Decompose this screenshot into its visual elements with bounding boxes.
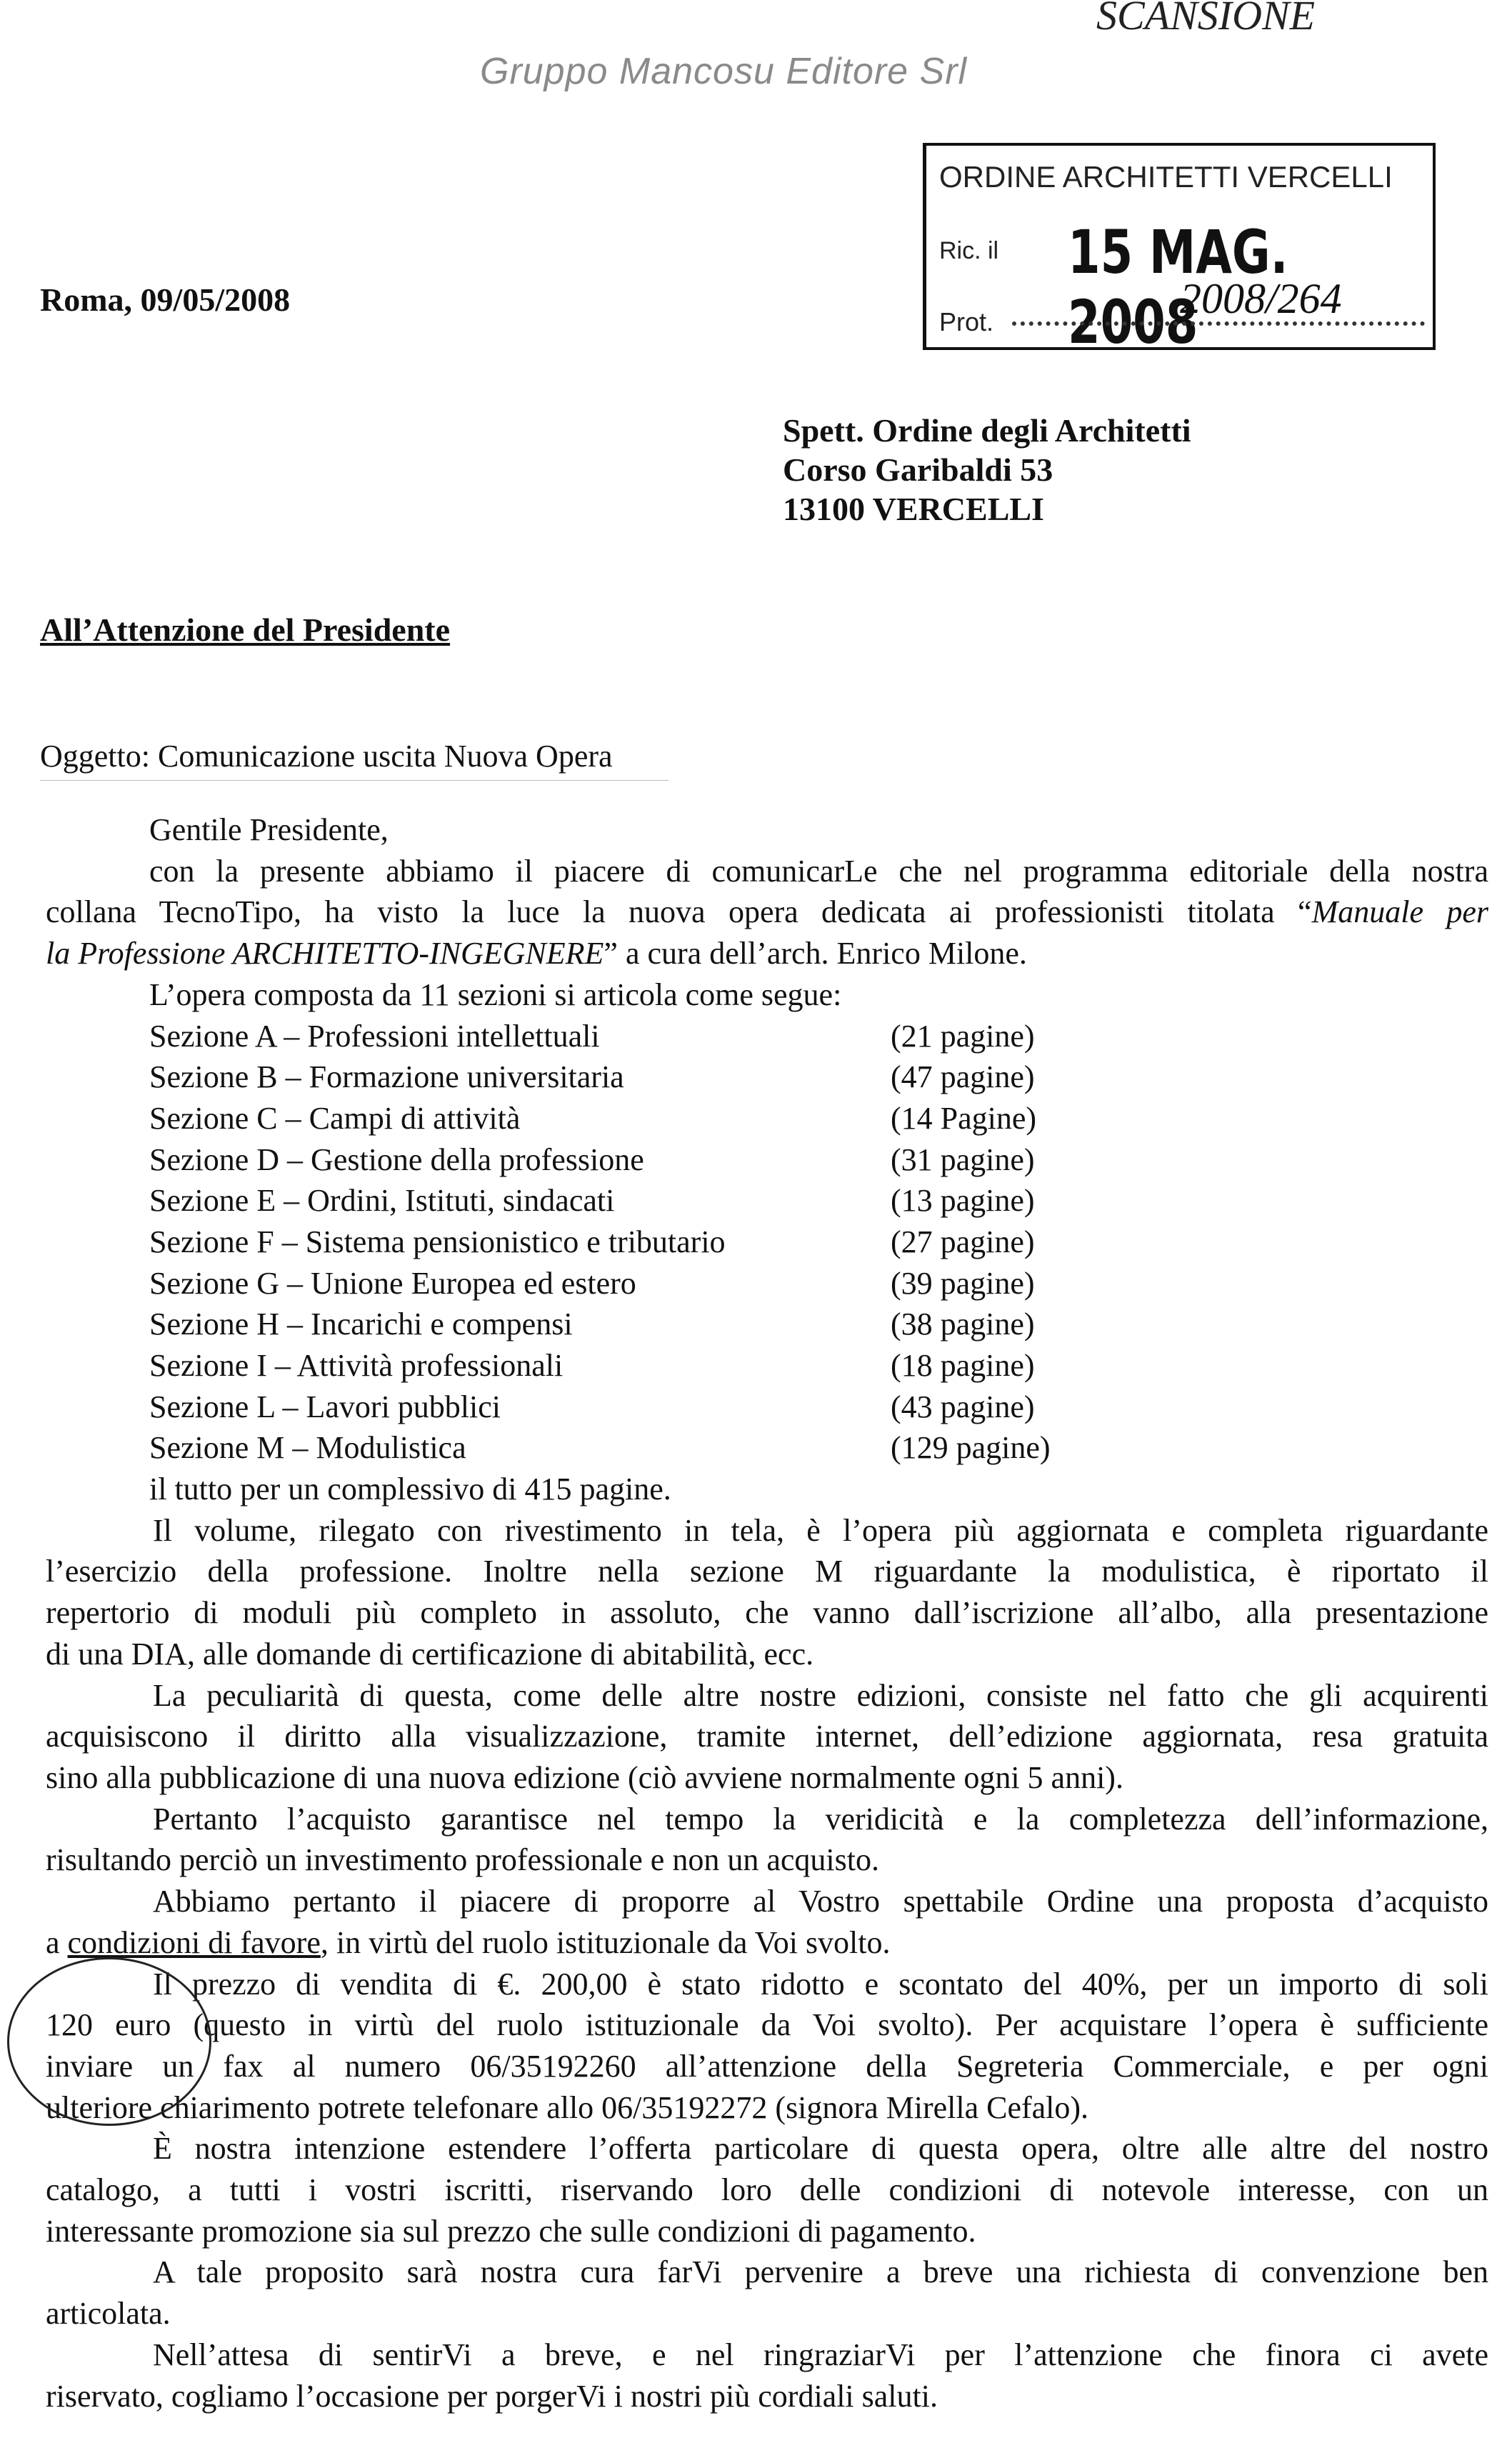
body-line: acquisiscono il diritto alla visualizzazione, tramite internet, dell’edizione aggiornata, resa gratuita [46, 1719, 1488, 1754]
hand-drawn-circle-mark [7, 1957, 211, 2126]
section-name: Sezione D – Gestione della professione [149, 1141, 644, 1177]
body-line: Abbiamo pertanto il piacere di proporre al Vostro spettabile Ordine una proposta d’acquisto [153, 1884, 1488, 1919]
body-line: sino alla pubblicazione di una nuova edizione (ciò avviene normalmente ogni 5 anni). [46, 1760, 1123, 1795]
section-name: Sezione L – Lavori pubblici [149, 1389, 501, 1424]
received-stamp [923, 143, 1436, 357]
recipient-line: Spett. Ordine degli Architetti [783, 412, 1191, 449]
section-pages: (47 pagine) [891, 1059, 1035, 1095]
stamp-header: ORDINE ARCHITETTI VERCELLI [939, 160, 1393, 194]
list-item [46, 1304, 1488, 1345]
body-line: È nostra intenzione estendere l’offerta particolare di questa opera, oltre alle altre del nostro [153, 2131, 1488, 2167]
body-line: collana TecnoTipo, ha visto la luce la nuova opera dedicata ai professionisti titolata “Manuale per [46, 894, 1488, 930]
handwritten-note: SCANSIONE [1096, 0, 1316, 39]
subject-rule [40, 780, 669, 781]
total-pages: il tutto per un complessivo di 415 pagine. [149, 1472, 671, 1507]
stamp-protocol-number: 2008/264 [1180, 275, 1342, 322]
section-name: Sezione E – Ordini, Istituti, sindacati [149, 1183, 615, 1219]
section-name: Sezione G – Unione Europea ed estero [149, 1265, 636, 1301]
salutation: Gentile Presidente, [149, 812, 389, 847]
subject-line: Oggetto: Comunicazione uscita Nuova Opera [40, 739, 613, 774]
stamp-protocol-label: Prot. [939, 307, 994, 336]
body-line: di una DIA, alle domande di certificazione di abitabilità, ecc. [46, 1636, 814, 1672]
list-item [46, 1056, 1488, 1098]
section-name: Sezione B – Formazione universitaria [149, 1059, 624, 1095]
body-line: catalogo, a tutti i vostri iscritti, riservando loro delle condizioni di notevole interesse, con un [46, 2172, 1488, 2208]
body-line: interessante promozione sia sul prezzo che sulle condizioni di pagamento. [46, 2213, 976, 2249]
body-line: riservato, cogliamo l’occasione per porgerVi i nostri più cordiali saluti. [46, 2378, 938, 2414]
list-item [46, 1345, 1488, 1387]
body-line: La peculiarità di questa, come delle altre nostre edizioni, consiste nel fatto che gli acquirenti [153, 1677, 1488, 1713]
body-line: la Professione ARCHITETTO-INGEGNERE” a cura dell’arch. Enrico Milone. [46, 936, 1027, 971]
section-pages: (18 pagine) [891, 1348, 1035, 1384]
body-line: 120 euro (questo in virtù del ruolo istituzionale da Voi svolto). Per acquistare l’opera è sufficiente [46, 2007, 1488, 2043]
section-pages: (21 pagine) [891, 1018, 1035, 1054]
section-pages: (39 pagine) [891, 1265, 1035, 1301]
section-pages: (31 pagine) [891, 1141, 1035, 1177]
letter-body [46, 809, 1488, 2417]
list-item [46, 1222, 1488, 1263]
body-line: con la presente abbiamo il piacere di comunicarLe che nel programma editoriale della nostra [149, 853, 1488, 889]
section-pages: (14 Pagine) [891, 1100, 1037, 1136]
work-title: la Professione ARCHITETTO-INGEGNERE [46, 936, 604, 971]
body-line: l’esercizio della professione. Inoltre nella sezione M riguardante la modulistica, è riportato il [46, 1554, 1488, 1589]
body-line: Il prezzo di vendita di €. 200,00 è stato ridotto e scontato del 40%, per un importo di soli [153, 1966, 1488, 2002]
body-line: A tale proposito sarà nostra cura farVi pervenire a breve una richiesta di convenzione ben [153, 2254, 1488, 2290]
list-item [46, 1427, 1488, 1469]
body-line: a condizioni di favore, in virtù del ruolo istituzionale da Voi svolto. [46, 1924, 891, 1960]
list-item [46, 1180, 1488, 1222]
recipient-line: Corso Garibaldi 53 [783, 451, 1053, 488]
section-pages: (13 pagine) [891, 1183, 1035, 1219]
stamp-received-label: Ric. il [939, 237, 999, 264]
section-name: Sezione H – Incarichi e compensi [149, 1307, 573, 1342]
list-item [46, 1098, 1488, 1139]
stamp-received-date: 15 MAG. 2008 [1068, 217, 1288, 357]
work-title: Manuale per [1311, 894, 1488, 930]
list-item [46, 1263, 1488, 1304]
list-item [46, 1016, 1488, 1057]
attention-line: All’Attenzione del Presidente [40, 611, 451, 648]
body-line: repertorio di moduli più completo in assoluto, che vanno dall’iscrizione all’albo, alla presentazione [46, 1595, 1488, 1631]
body-line: articolata. [46, 2296, 171, 2332]
body-line: ulteriore chiarimento potrete telefonare allo 06/35192272 (signora Mirella Cefalo). [46, 2089, 1089, 2125]
section-name: Sezione M – Modulistica [149, 1430, 466, 1466]
list-item [46, 1387, 1488, 1428]
section-name: Sezione F – Sistema pensionistico e tributario [149, 1224, 726, 1259]
underlined-text: condizioni di favore [67, 1924, 321, 1960]
body-line: risultando perciò un investimento professionale e non un acquisto. [46, 1842, 879, 1878]
recipient-address [783, 411, 1191, 529]
body-line: Nell’attesa di sentirVi a breve, e nel ringraziarVi per l’attenzione che finora ci avete [153, 2337, 1488, 2372]
section-pages: (27 pagine) [891, 1224, 1035, 1259]
letterhead: Gruppo Mancosu Editore Srl [480, 51, 968, 92]
section-pages: (43 pagine) [891, 1389, 1035, 1424]
section-pages: (129 pagine) [891, 1430, 1051, 1466]
sections-intro: L’opera composta da 11 sezioni si articola come segue: [149, 976, 842, 1012]
sections-list [46, 1016, 1488, 1469]
section-name: Sezione A – Professioni intellettuali [149, 1018, 600, 1054]
list-item [46, 1139, 1488, 1181]
section-pages: (38 pagine) [891, 1307, 1035, 1342]
recipient-line: 13100 VERCELLI [783, 491, 1044, 527]
body-line: Pertanto l’acquisto garantisce nel tempo la veridicità e la completezza dell’informazione, [153, 1801, 1488, 1837]
body-line: Il volume, rilegato con rivestimento in tela, è l’opera più aggiornata e completa riguardante [153, 1512, 1488, 1548]
place-date: Roma, 09/05/2008 [40, 281, 291, 318]
body-line: inviare un fax al numero 06/35192260 all’attenzione della Segreteria Commerciale, e per ogni [46, 2048, 1488, 2084]
section-name: Sezione C – Campi di attività [149, 1100, 521, 1136]
section-name: Sezione I – Attività professionali [149, 1348, 564, 1384]
